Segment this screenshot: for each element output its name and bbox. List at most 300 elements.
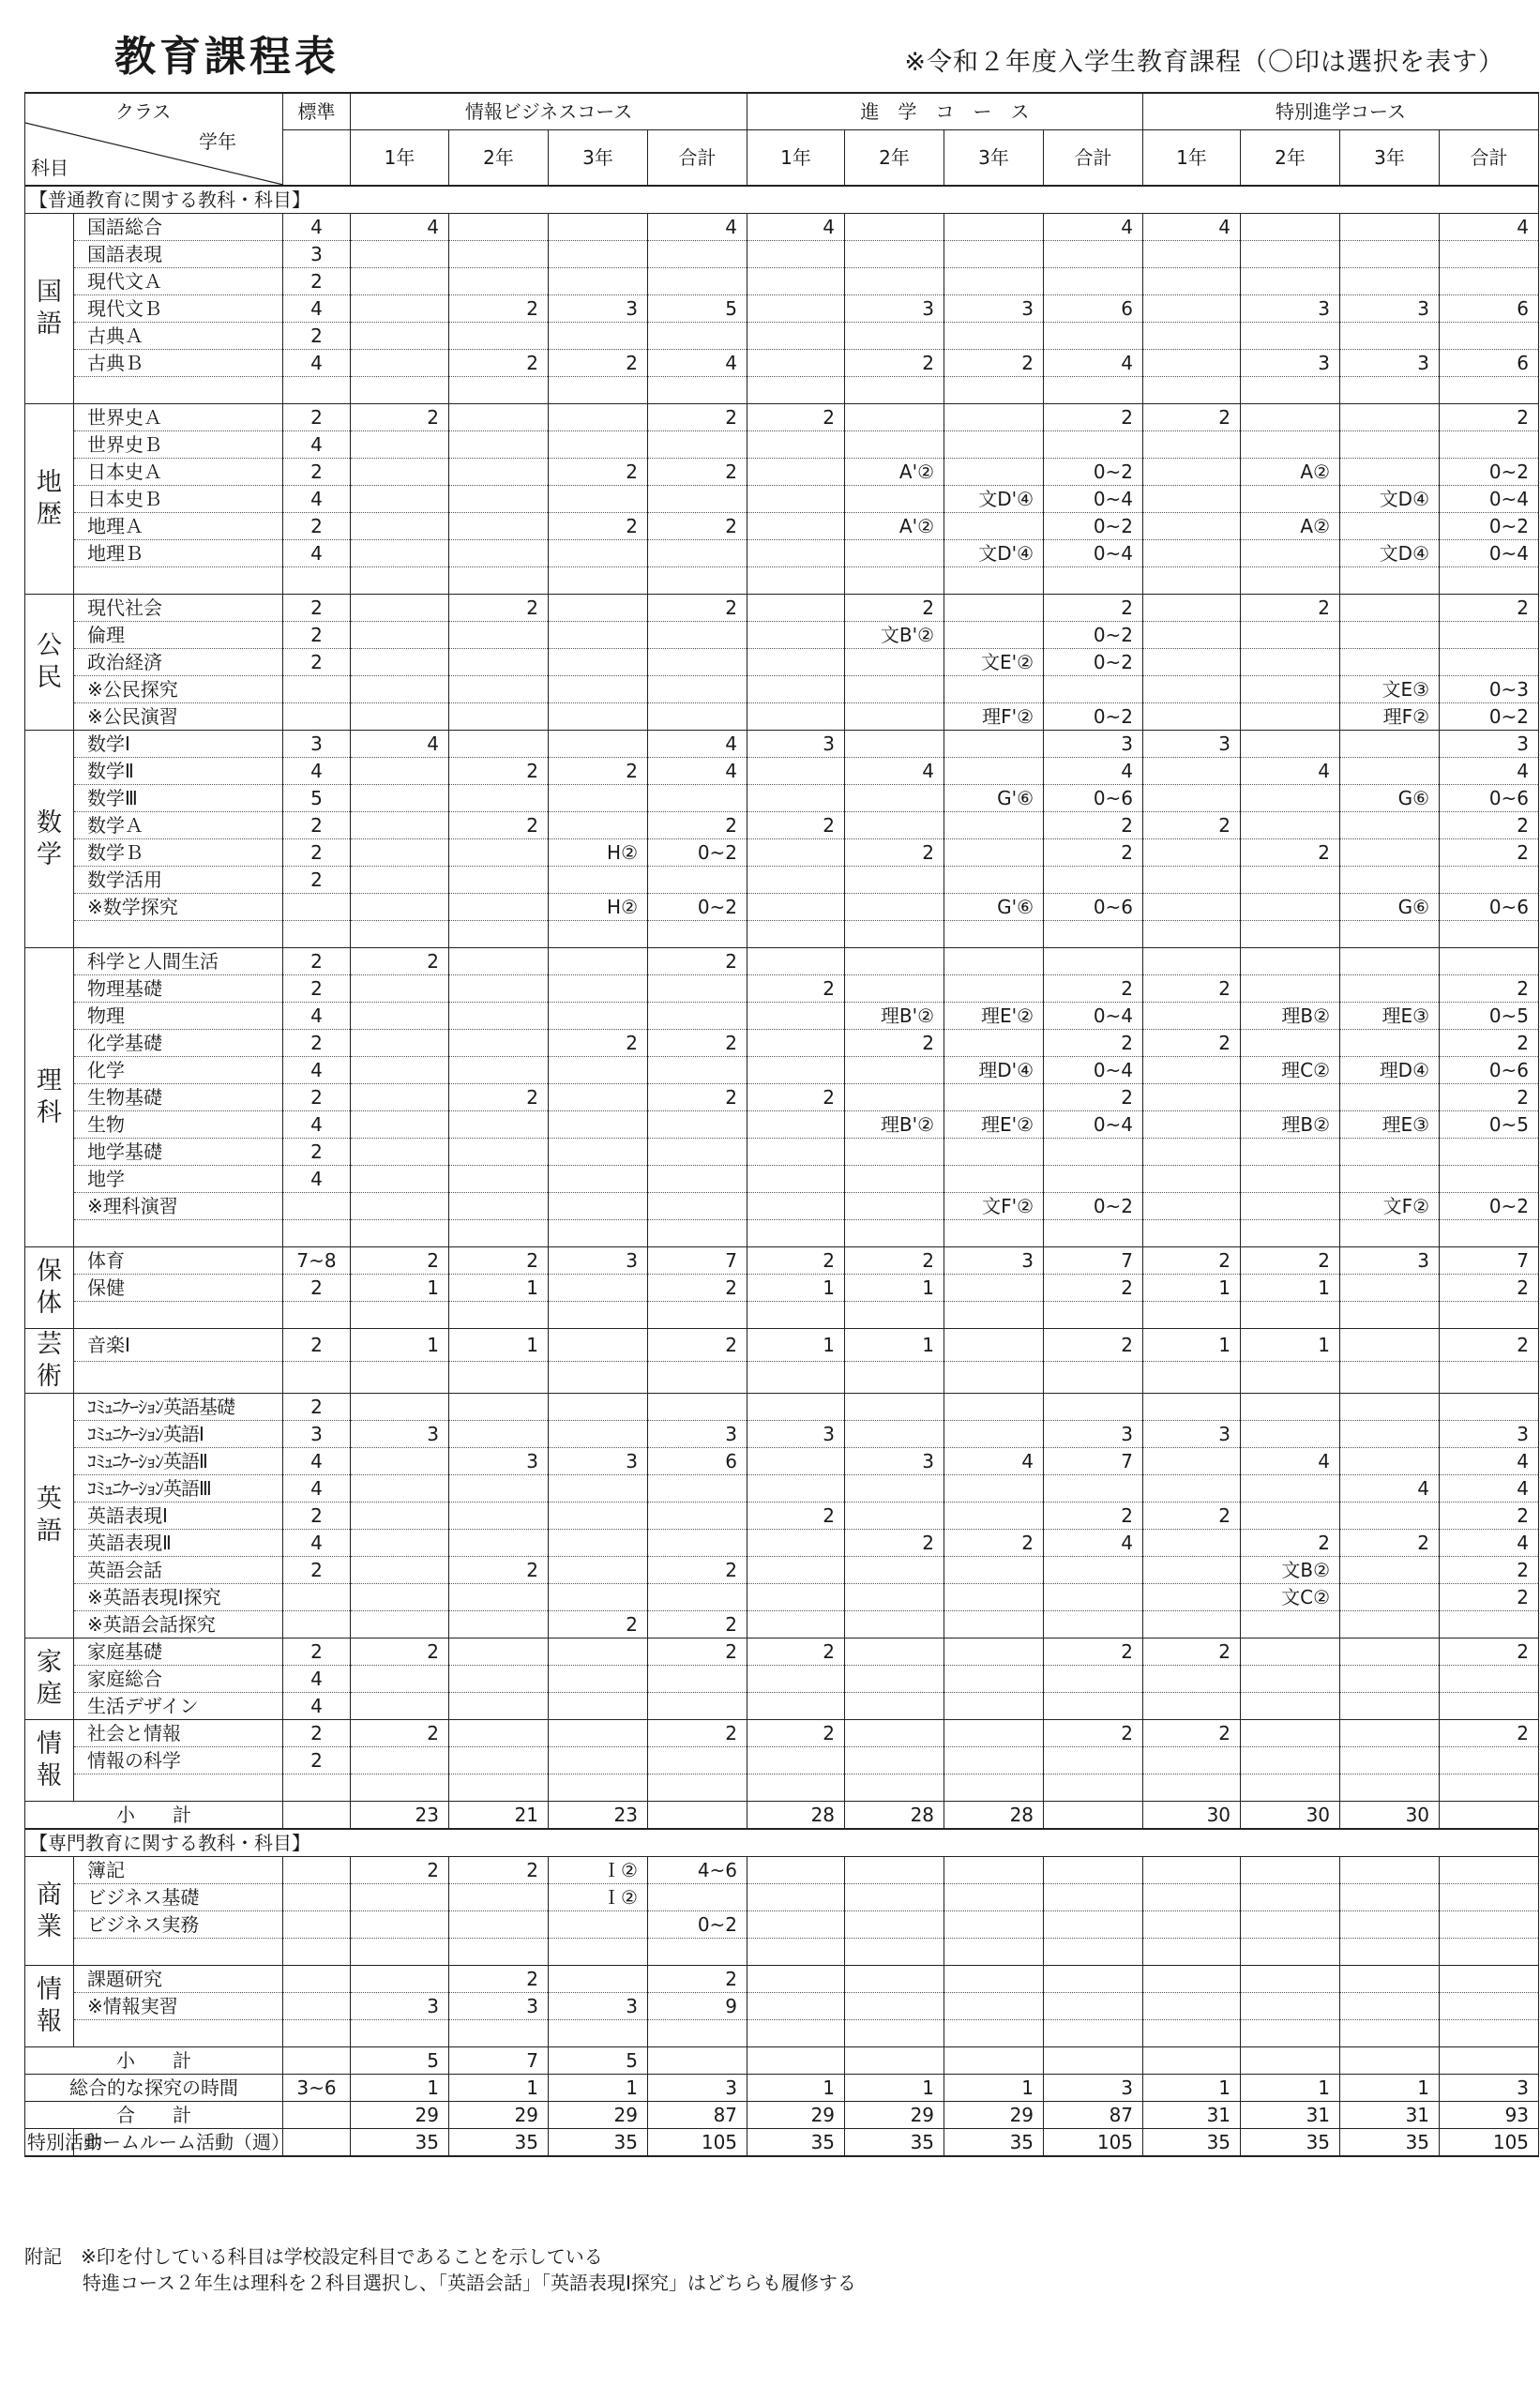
credit-cell: 0~4 — [1044, 1111, 1143, 1139]
credit-cell: G'⑥ — [944, 785, 1044, 812]
subject-name: ※英語会話探究 — [74, 1611, 283, 1638]
credit-cell — [449, 894, 549, 921]
table-row — [25, 1275, 1539, 1302]
table-row — [25, 1993, 1539, 2020]
credit-cell — [549, 1057, 648, 1084]
table-row — [25, 1720, 1539, 1747]
credit-cell — [1440, 431, 1539, 459]
credit-cell — [1241, 1993, 1340, 2020]
credit-cell — [944, 1720, 1044, 1747]
credit-cell: 7 — [449, 2047, 549, 2075]
credit-cell — [1241, 1857, 1340, 1884]
credit-cell — [944, 758, 1044, 785]
credit-cell: A'② — [845, 459, 944, 486]
credit-cell — [845, 2020, 944, 2047]
credit-cell — [1340, 1448, 1440, 1475]
credit-cell — [845, 1720, 944, 1747]
credit-cell: 4 — [351, 731, 449, 758]
credit-cell — [549, 649, 648, 676]
credit-cell: 文B'② — [845, 622, 944, 649]
grade-header: 合計 — [1440, 130, 1539, 187]
credit-cell — [1143, 295, 1241, 323]
credit-cell — [1241, 214, 1340, 241]
credit-cell: 28 — [747, 1802, 845, 1830]
credit-cell: 23 — [549, 1802, 648, 1830]
credit-cell — [351, 649, 449, 676]
table-row — [25, 1003, 1539, 1030]
credit-cell — [747, 1857, 845, 1884]
table-row — [25, 1884, 1539, 1911]
credit-cell — [351, 268, 449, 295]
credit-cell — [1340, 1166, 1440, 1193]
credit-cell: 2 — [648, 1084, 747, 1111]
credit-cell — [549, 486, 648, 513]
credit-cell — [549, 1911, 648, 1939]
credit-cell — [1440, 2047, 1539, 2075]
credit-cell — [648, 1747, 747, 1774]
credit-cell — [351, 2020, 449, 2047]
standard-credits: 2 — [283, 404, 351, 431]
credit-cell — [648, 567, 747, 595]
subject-name: 数学Ⅰ — [74, 731, 283, 758]
credit-cell: 0~2 — [1044, 703, 1143, 731]
credit-cell — [1143, 431, 1241, 459]
credit-cell — [351, 595, 449, 622]
credit-cell — [549, 214, 648, 241]
credit-cell — [549, 1939, 648, 1966]
standard-blank — [283, 130, 351, 187]
standard-credits: 4 — [283, 1475, 351, 1503]
credit-cell — [648, 1139, 747, 1166]
credit-cell: 4 — [648, 731, 747, 758]
credit-cell — [1340, 1911, 1440, 1939]
grade-header: 2年 — [449, 130, 549, 187]
credit-cell — [944, 1993, 1044, 2020]
credit-cell — [351, 540, 449, 567]
credit-cell: 3 — [747, 731, 845, 758]
credit-cell: 2 — [1044, 1638, 1143, 1666]
credit-cell — [944, 404, 1044, 431]
credit-cell: 2 — [1440, 404, 1539, 431]
table-row — [25, 459, 1539, 486]
credit-cell — [1044, 1747, 1143, 1774]
credit-cell — [845, 1394, 944, 1421]
section-header-row — [25, 1829, 1539, 1857]
credit-cell — [1241, 894, 1340, 921]
credit-cell — [449, 486, 549, 513]
credit-cell — [449, 1747, 549, 1774]
credit-cell: 4 — [1440, 1448, 1539, 1475]
table-row — [25, 1111, 1539, 1139]
subject-name: 数学Ｂ — [74, 839, 283, 867]
credit-cell — [1143, 1111, 1241, 1139]
table-row — [25, 377, 1539, 404]
credit-cell: 1 — [845, 1275, 944, 1302]
credit-cell — [1340, 513, 1440, 540]
standard-credits: 4 — [283, 1111, 351, 1139]
credit-cell: 1 — [351, 1329, 449, 1362]
credit-cell — [747, 1584, 845, 1611]
credit-cell — [351, 1884, 449, 1911]
table-row — [25, 948, 1539, 975]
credit-cell — [648, 540, 747, 567]
grade-header: 合計 — [648, 130, 747, 187]
standard-credits: 2 — [283, 323, 351, 350]
credit-cell: 3 — [1440, 1421, 1539, 1448]
standard-credits: 2 — [283, 1557, 351, 1584]
credit-cell: 2 — [648, 1720, 747, 1747]
credit-cell — [449, 1394, 549, 1421]
credit-cell — [1143, 1993, 1241, 2020]
credit-cell — [351, 1084, 449, 1111]
credit-cell — [1241, 948, 1340, 975]
credit-cell — [549, 703, 648, 731]
credit-cell — [449, 1584, 549, 1611]
credit-cell — [747, 567, 845, 595]
credit-cell — [549, 404, 648, 431]
credit-cell: 1 — [845, 2075, 944, 2102]
credit-cell — [449, 214, 549, 241]
credit-cell: 5 — [648, 295, 747, 323]
credit-cell: 0~6 — [1440, 785, 1539, 812]
credit-cell — [1340, 595, 1440, 622]
credit-cell — [351, 1747, 449, 1774]
credit-cell: 2 — [648, 459, 747, 486]
credit-cell — [351, 1503, 449, 1530]
credit-cell — [449, 1911, 549, 1939]
table-row — [25, 1530, 1539, 1557]
credit-cell — [845, 1139, 944, 1166]
credit-cell — [1143, 1003, 1241, 1030]
credit-cell — [1340, 1611, 1440, 1638]
credit-cell — [549, 676, 648, 703]
credit-cell — [351, 350, 449, 377]
credit-cell: 0~2 — [1440, 459, 1539, 486]
standard-credits — [283, 1774, 351, 1802]
credit-cell: 3 — [449, 1448, 549, 1475]
credit-cell — [449, 241, 549, 268]
table-row — [25, 1139, 1539, 1166]
credit-cell — [747, 1030, 845, 1057]
credit-cell — [747, 758, 845, 785]
credit-cell: 2 — [1143, 1638, 1241, 1666]
credit-cell — [351, 1693, 449, 1720]
credit-cell: 105 — [648, 2129, 747, 2157]
credit-cell: 1 — [449, 1275, 549, 1302]
credit-cell — [747, 241, 845, 268]
credit-cell — [1440, 1939, 1539, 1966]
credit-cell: 2 — [648, 1557, 747, 1584]
credit-cell: 3 — [944, 1247, 1044, 1275]
credit-cell — [549, 1530, 648, 1557]
credit-cell: 理E'② — [944, 1003, 1044, 1030]
table-row — [25, 567, 1539, 595]
credit-cell — [1143, 1884, 1241, 1911]
credit-cell — [549, 1139, 648, 1166]
credit-cell — [1440, 622, 1539, 649]
credit-cell: G⑥ — [1340, 785, 1440, 812]
credit-cell — [845, 1966, 944, 1993]
credit-cell: 2 — [747, 1503, 845, 1530]
credit-cell — [549, 377, 648, 404]
subject-name: 物理 — [74, 1003, 283, 1030]
credit-cell — [1440, 1747, 1539, 1774]
credit-cell: 23 — [351, 1802, 449, 1830]
subject-name: ビジネス実務 — [74, 1911, 283, 1939]
credit-cell — [1340, 1220, 1440, 1247]
credit-cell: 理B② — [1241, 1111, 1340, 1139]
credit-cell — [1340, 1857, 1440, 1884]
credit-cell — [747, 1530, 845, 1557]
credit-cell — [549, 867, 648, 894]
credit-cell — [549, 595, 648, 622]
credit-cell: 29 — [549, 2102, 648, 2129]
credit-cell: 3 — [351, 1993, 449, 2020]
credit-cell — [944, 622, 1044, 649]
credit-cell — [944, 676, 1044, 703]
credit-cell: 0~6 — [1440, 894, 1539, 921]
subject-name: 英語会話 — [74, 1557, 283, 1584]
credit-cell — [1143, 1302, 1241, 1329]
credit-cell: 2 — [1044, 1030, 1143, 1057]
page-title: 教育課程表 — [114, 33, 340, 81]
credit-cell — [1143, 1166, 1241, 1193]
credit-cell — [648, 921, 747, 948]
credit-cell: 2 — [747, 404, 845, 431]
standard-credits: 2 — [283, 649, 351, 676]
credit-cell — [449, 431, 549, 459]
credit-cell — [351, 839, 449, 867]
subject-name: 生活デザイン — [74, 1693, 283, 1720]
credit-cell: 3 — [449, 1993, 549, 2020]
standard-credits — [283, 921, 351, 948]
credit-cell — [944, 1394, 1044, 1421]
table-row — [25, 1939, 1539, 1966]
table-row — [25, 731, 1539, 758]
credit-cell — [549, 1302, 648, 1329]
grade-label: 学年 — [199, 129, 236, 153]
credit-cell — [747, 948, 845, 975]
credit-cell — [1340, 1139, 1440, 1166]
credit-cell: 3 — [648, 1421, 747, 1448]
credit-cell: 文D④ — [1340, 540, 1440, 567]
table-row — [25, 1030, 1539, 1057]
credit-cell — [351, 921, 449, 948]
grade-header: 3年 — [549, 130, 648, 187]
credit-cell: 6 — [1440, 350, 1539, 377]
table-row — [25, 1611, 1539, 1638]
credit-cell — [1241, 703, 1340, 731]
standard-credits: 2 — [283, 1030, 351, 1057]
subject-name: 音楽Ⅰ — [74, 1329, 283, 1362]
standard-credits: 2 — [283, 1394, 351, 1421]
credit-cell: 4 — [1241, 1448, 1340, 1475]
subject-name: 社会と情報 — [74, 1720, 283, 1747]
credit-cell: 2 — [1044, 1275, 1143, 1302]
subject-name: 世界史Ａ — [74, 404, 283, 431]
credit-cell — [549, 540, 648, 567]
credit-cell — [549, 1747, 648, 1774]
standard-credits — [283, 2102, 351, 2129]
credit-cell: 理D④ — [1340, 1057, 1440, 1084]
credit-cell — [1241, 1503, 1340, 1530]
credit-cell: 3 — [549, 1448, 648, 1475]
credit-cell: 3 — [1044, 731, 1143, 758]
credit-cell: 2 — [549, 758, 648, 785]
standard-credits — [283, 1220, 351, 1247]
credit-cell — [1241, 1421, 1340, 1448]
credit-cell — [747, 1966, 845, 1993]
credit-cell — [351, 1475, 449, 1503]
credit-cell — [1044, 948, 1143, 975]
table-row — [25, 350, 1539, 377]
table-row — [25, 1475, 1539, 1503]
credit-cell — [351, 622, 449, 649]
credit-cell — [449, 649, 549, 676]
credit-cell — [1340, 1361, 1440, 1394]
subject-name: ※公民演習 — [74, 703, 283, 731]
credit-cell: 1 — [1143, 2075, 1241, 2102]
section-header-row — [25, 186, 1539, 214]
credit-cell — [1143, 1939, 1241, 1966]
standard-credits: 2 — [283, 513, 351, 540]
credit-cell — [648, 1503, 747, 1530]
credit-cell: 1 — [1241, 2075, 1340, 2102]
credit-cell: 3 — [549, 295, 648, 323]
credit-cell — [549, 1166, 648, 1193]
credit-cell: 0~6 — [1440, 1057, 1539, 1084]
course-header-shingaku: 進 学 コ ー ス — [747, 93, 1143, 130]
credit-cell: 2 — [449, 1857, 549, 1884]
credit-cell: 0~2 — [648, 839, 747, 867]
credit-cell — [1044, 1939, 1143, 1966]
credit-cell — [845, 540, 944, 567]
credit-cell — [648, 622, 747, 649]
credit-cell — [747, 431, 845, 459]
credit-cell — [351, 241, 449, 268]
credit-cell — [845, 676, 944, 703]
credit-cell: A② — [1241, 459, 1340, 486]
standard-credits: 4 — [283, 295, 351, 323]
credit-cell: 2 — [944, 1530, 1044, 1557]
credit-cell: 31 — [1340, 2102, 1440, 2129]
table-row — [25, 2047, 1539, 2075]
credit-cell — [944, 1275, 1044, 1302]
standard-credits: 4 — [283, 1057, 351, 1084]
credit-cell — [944, 1302, 1044, 1329]
subject-name: ｺﾐｭﾆｹｰｼｮﾝ英語Ⅱ — [74, 1448, 283, 1475]
credit-cell — [449, 1611, 549, 1638]
grade-header: 3年 — [1340, 130, 1440, 187]
subtotal-label: 小 計 — [25, 1802, 283, 1830]
credit-cell — [1340, 1638, 1440, 1666]
credit-cell — [1143, 649, 1241, 676]
credit-cell — [1044, 1966, 1143, 1993]
credit-cell: 2 — [449, 1966, 549, 1993]
credit-cell — [845, 894, 944, 921]
credit-cell: 2 — [1044, 595, 1143, 622]
credit-cell — [1440, 1139, 1539, 1166]
credit-cell: 0~4 — [1044, 1057, 1143, 1084]
credit-cell — [549, 1720, 648, 1747]
credit-cell — [845, 1911, 944, 1939]
credit-cell — [944, 595, 1044, 622]
credit-cell — [351, 1584, 449, 1611]
credit-cell — [351, 812, 449, 839]
credit-cell: 2 — [1143, 812, 1241, 839]
credit-cell: 2 — [1044, 812, 1143, 839]
credit-cell: 28 — [845, 1802, 944, 1830]
credit-cell — [351, 323, 449, 350]
table-row — [25, 1747, 1539, 1774]
credit-cell: 2 — [351, 1857, 449, 1884]
standard-credits — [283, 1802, 351, 1830]
credit-cell — [1044, 1611, 1143, 1638]
credit-cell — [1143, 1057, 1241, 1084]
credit-cell — [845, 703, 944, 731]
credit-cell: 0~2 — [1044, 622, 1143, 649]
standard-credits: 2 — [283, 268, 351, 295]
credit-cell — [1340, 1584, 1440, 1611]
credit-cell: 2 — [351, 1638, 449, 1666]
table-row — [25, 1911, 1539, 1939]
credit-cell — [449, 731, 549, 758]
standard-credits: 2 — [283, 459, 351, 486]
credit-cell: 2 — [648, 1611, 747, 1638]
credit-cell — [648, 2047, 747, 2075]
table-row — [25, 513, 1539, 540]
standard-credits — [283, 1911, 351, 1939]
subject-name — [74, 567, 283, 595]
credit-cell — [1340, 649, 1440, 676]
credit-cell — [1241, 1139, 1340, 1166]
credit-cell: 31 — [1241, 2102, 1340, 2129]
credit-cell — [944, 867, 1044, 894]
credit-cell: 29 — [351, 2102, 449, 2129]
credit-cell — [845, 1884, 944, 1911]
credit-cell: 2 — [1440, 1084, 1539, 1111]
credit-cell — [1340, 404, 1440, 431]
credit-cell: 5 — [351, 2047, 449, 2075]
credit-cell — [747, 2020, 845, 2047]
credit-cell: 2 — [648, 404, 747, 431]
subject-group-label: 英語 — [25, 1394, 74, 1638]
credit-cell: 6 — [1440, 295, 1539, 323]
subject-name — [74, 1939, 283, 1966]
credit-cell — [1044, 1911, 1143, 1939]
credit-cell: 2 — [1044, 1329, 1143, 1362]
credit-cell — [845, 1638, 944, 1666]
standard-credits — [283, 676, 351, 703]
credit-cell — [944, 1638, 1044, 1666]
credit-cell — [845, 731, 944, 758]
credit-cell: 29 — [747, 2102, 845, 2129]
subject-group-label: 情報 — [25, 1966, 74, 2047]
credit-cell — [1440, 1966, 1539, 1993]
credit-cell — [944, 1693, 1044, 1720]
credit-cell — [449, 1302, 549, 1329]
credit-cell — [351, 1530, 449, 1557]
credit-cell — [944, 459, 1044, 486]
credit-cell: 4 — [845, 758, 944, 785]
credit-cell: 105 — [1440, 2129, 1539, 2157]
standard-credits — [283, 567, 351, 595]
credit-cell — [944, 1584, 1044, 1611]
credit-cell — [1440, 1666, 1539, 1693]
credit-cell — [1044, 676, 1143, 703]
credit-cell — [1044, 1993, 1143, 2020]
credit-cell — [1440, 1857, 1539, 1884]
